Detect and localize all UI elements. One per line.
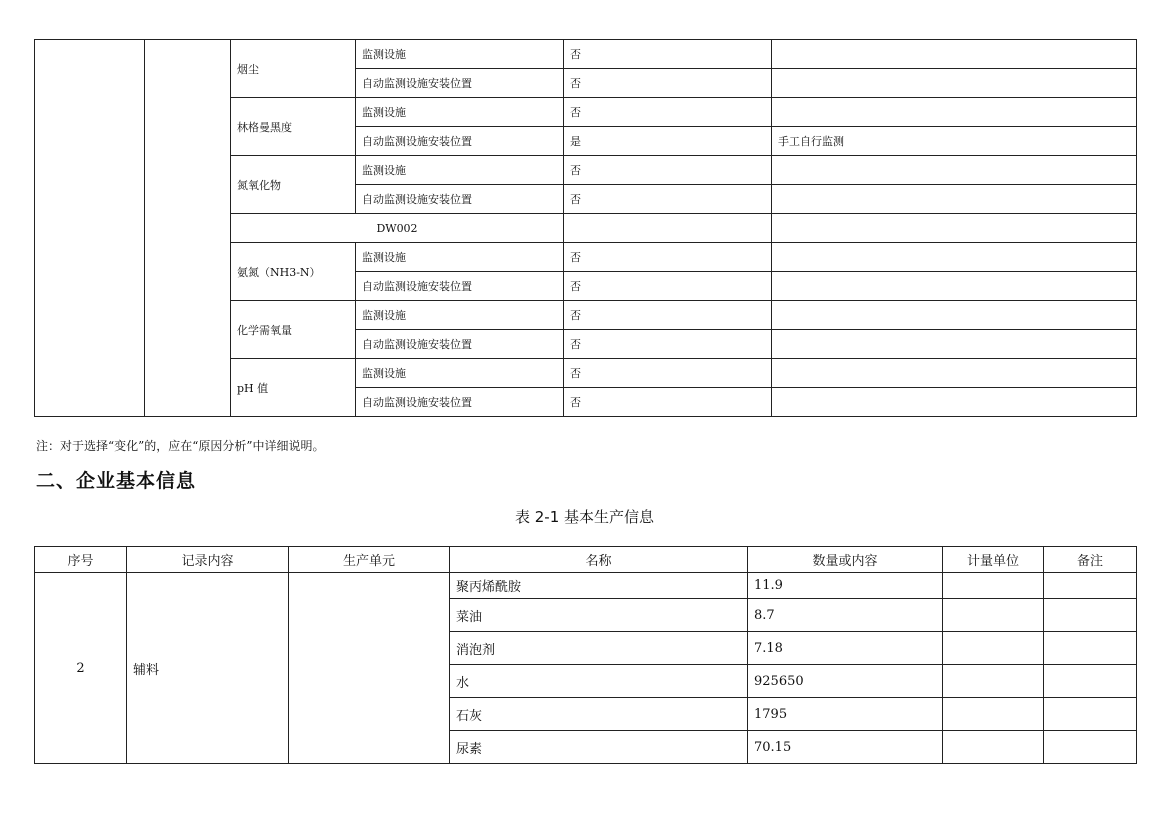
record-cell: 辅料: [127, 573, 289, 764]
material-name: 消泡剂: [450, 632, 748, 665]
material-measure: [943, 632, 1044, 665]
seq-cell: 2: [35, 573, 127, 764]
header-name: 名称: [450, 547, 748, 573]
monitor-value: 否: [564, 243, 772, 272]
monitor-value: 否: [564, 272, 772, 301]
monitor-note: [772, 388, 1137, 417]
table-caption: 表 2-1 基本生产信息: [514, 508, 655, 526]
monitor-value: 是: [564, 127, 772, 156]
blank-cell: [564, 214, 772, 243]
unit-cell: [289, 573, 450, 764]
pollutant-name: 化学需氧量: [231, 301, 356, 359]
monitor-item: 自动监测设施安装位置: [356, 388, 564, 417]
material-qty: 8.7: [748, 599, 943, 632]
monitor-note: 手工自行监测: [772, 127, 1137, 156]
monitor-note: [772, 98, 1137, 127]
table-row: [35, 40, 1137, 69]
pollutant-name: 氮氧化物: [231, 156, 356, 214]
monitor-item: 监测设施: [356, 359, 564, 388]
pollutant-name: 氨氮（NH3-N）: [231, 243, 356, 301]
monitor-note: [772, 359, 1137, 388]
material-qty: 925650: [748, 665, 943, 698]
outlet-code: DW002: [231, 214, 564, 243]
monitor-item: 监测设施: [356, 243, 564, 272]
table-header-row: [35, 547, 1137, 573]
monitor-value: 否: [564, 359, 772, 388]
material-name: 尿素: [450, 731, 748, 764]
monitor-item: 自动监测设施安装位置: [356, 185, 564, 214]
monitor-value: 否: [564, 388, 772, 417]
material-qty: 70.15: [748, 731, 943, 764]
pollutant-name: 烟尘: [231, 40, 356, 98]
monitor-value: 否: [564, 330, 772, 359]
monitor-note: [772, 40, 1137, 69]
blank-cell: [35, 40, 145, 417]
material-qty: 7.18: [748, 632, 943, 665]
monitor-value: 否: [564, 98, 772, 127]
material-name: 水: [450, 665, 748, 698]
header-qty: 数量或内容: [748, 547, 943, 573]
monitor-value: 否: [564, 69, 772, 98]
material-remark: [1044, 599, 1137, 632]
monitor-item: 监测设施: [356, 40, 564, 69]
blank-cell: [145, 40, 231, 417]
material-remark: [1044, 573, 1137, 599]
table-row: [35, 573, 1137, 599]
section-heading: 二、企业基本信息: [36, 470, 197, 492]
material-name: 石灰: [450, 698, 748, 731]
monitor-note: [772, 330, 1137, 359]
header-remark: 备注: [1044, 547, 1137, 573]
material-name: 菜油: [450, 599, 748, 632]
blank-cell: [772, 214, 1137, 243]
monitor-note: [772, 185, 1137, 214]
monitor-value: 否: [564, 156, 772, 185]
monitor-value: 否: [564, 40, 772, 69]
monitor-note: [772, 69, 1137, 98]
monitor-item: 监测设施: [356, 156, 564, 185]
material-remark: [1044, 665, 1137, 698]
monitor-item: 监测设施: [356, 98, 564, 127]
monitor-value: 否: [564, 185, 772, 214]
material-qty: 11.9: [748, 573, 943, 599]
monitor-item: 自动监测设施安装位置: [356, 127, 564, 156]
monitor-item: 监测设施: [356, 301, 564, 330]
material-measure: [943, 698, 1044, 731]
monitor-item: 自动监测设施安装位置: [356, 69, 564, 98]
monitoring-table: [34, 39, 1137, 417]
header-unit: 生产单元: [289, 547, 450, 573]
production-info-table: [34, 546, 1137, 764]
header-measure: 计量单位: [943, 547, 1044, 573]
monitor-note: [772, 272, 1137, 301]
material-remark: [1044, 731, 1137, 764]
material-measure: [943, 731, 1044, 764]
monitor-value: 否: [564, 301, 772, 330]
material-measure: [943, 573, 1044, 599]
pollutant-name: 林格曼黑度: [231, 98, 356, 156]
material-remark: [1044, 698, 1137, 731]
note-text: 注：对于选择“变化”的，应在“原因分析”中详细说明。: [36, 439, 325, 453]
pollutant-name: pH 值: [231, 359, 356, 417]
header-record: 记录内容: [127, 547, 289, 573]
material-measure: [943, 665, 1044, 698]
monitor-item: 自动监测设施安装位置: [356, 272, 564, 301]
material-name: 聚丙烯酰胺: [450, 573, 748, 599]
monitor-note: [772, 156, 1137, 185]
material-measure: [943, 599, 1044, 632]
material-remark: [1044, 632, 1137, 665]
material-qty: 1795: [748, 698, 943, 731]
monitor-note: [772, 301, 1137, 330]
header-seq: 序号: [35, 547, 127, 573]
monitor-item: 自动监测设施安装位置: [356, 330, 564, 359]
monitor-note: [772, 243, 1137, 272]
